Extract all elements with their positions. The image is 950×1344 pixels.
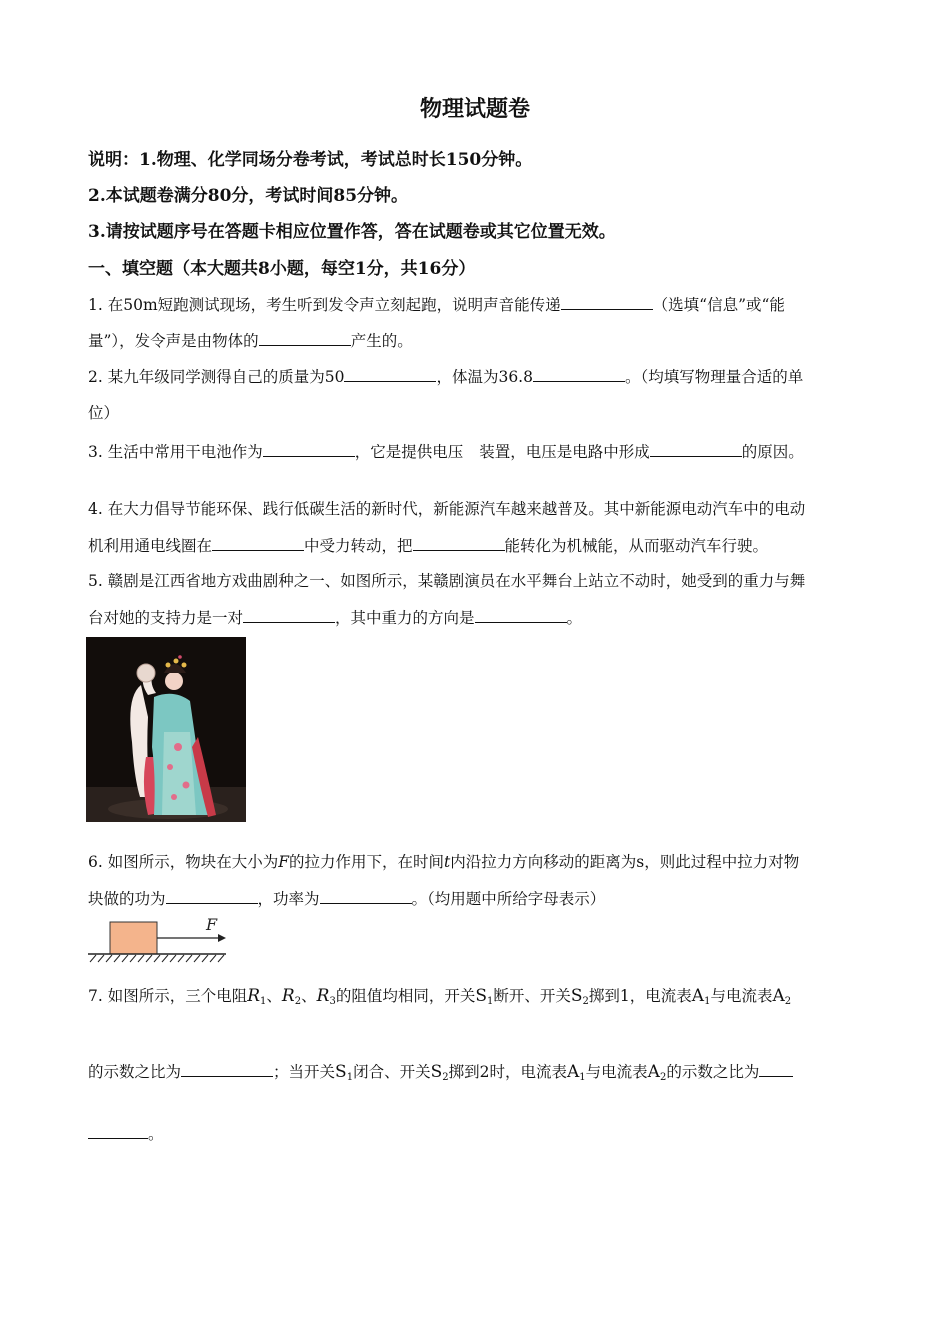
q6-text-a1: 6. 如图所示，物块在大小为 [88,853,279,871]
subscript: 2 [784,996,792,1007]
resistor-r3-symbol: R [316,986,330,1006]
q1-text-c: 量”），发令声是由物体的 [88,332,259,350]
q2-text-b: ，体温为36.8 [436,368,533,386]
question-1-line-2 [88,329,413,351]
q7-text-a: 7. 如图所示，三个电阻 [88,987,248,1005]
question-6-line-1 [88,850,799,872]
subscript: 3 [329,996,336,1007]
time-symbol: t [444,853,451,871]
question-5-line-2 [88,606,582,628]
block-force-figure [86,912,236,967]
q7-text-c: 断开、开关 [493,987,571,1005]
question-2-line-1 [88,365,803,387]
q5-text-b: 台对她的支持力是一对 [88,609,244,627]
subscript: 1 [486,996,494,1007]
subscript: 1 [704,996,711,1007]
subscript: 2 [442,1072,449,1083]
q1-text-a: 1. 在50m短跑测试现场，考生听到发令声立刻起跑，说明声音能传递 [88,296,561,314]
question-4-line-1 [88,497,805,519]
answer-blank[interactable] [212,535,304,552]
answer-blank[interactable] [475,607,567,624]
q7-text-d: 掷到1，电流表 [588,987,692,1005]
question-7-line-1 [88,984,791,1007]
page-title: 物理试题卷 [419,96,530,122]
q7-text-e: 与电流表 [710,987,773,1005]
note-2: 2.本试题卷满分80分，考试时间85分钟。 [88,186,409,206]
answer-blank[interactable] [166,888,258,905]
separator: 、 [266,987,282,1005]
force-symbol: F [278,853,289,871]
resistor-r2-symbol: R [281,986,295,1006]
answer-blank[interactable] [344,366,436,383]
q7-text-f: 的示数之比为 [88,1063,182,1081]
ammeter-a2-symbol: A [772,986,785,1006]
answer-blank[interactable] [533,366,625,383]
subscript: 2 [659,1072,667,1083]
question-5-line-1 [88,569,805,591]
q7-text-g: ；当开关 [273,1063,336,1081]
q2-text-d: 位） [88,404,120,422]
answer-blank[interactable] [561,294,653,311]
answer-blank[interactable] [413,535,505,552]
ammeter-a1-symbol: A [566,1062,580,1082]
q4-text-a: 4. 在大力倡导节能环保、践行低碳生活的新时代，新能源汽车越来越普及。其中新能源电动汽车中的电动 [88,500,806,518]
q2-text-a: 2. 某九年级同学测得自己的质量为50 [88,368,345,386]
answer-blank[interactable] [759,1061,793,1078]
question-7-line-2 [88,1060,793,1083]
q6-text-a2: 的拉力作用下，在时间 [288,853,444,871]
separator: 、 [301,987,317,1005]
q5-text-c: ，其中重力的方向是 [335,609,475,627]
question-6-line-2 [88,887,605,909]
q6-text-d: 。（均用题中所给字母表示） [411,890,606,908]
subscript: 2 [582,996,589,1007]
answer-blank[interactable] [88,1123,148,1140]
answer-blank[interactable] [243,607,335,624]
q2-text-c: 。（均填写物理量合适的单 [624,368,804,386]
question-2-line-2 [88,401,119,423]
switch-s2-symbol: S [430,1062,443,1082]
switch-s1-symbol: S [335,1062,347,1082]
section-heading: 一、填空题（本大题共8小题，每空1分，共16分） [88,259,476,279]
block-force-diagram [86,912,236,967]
subscript: 2 [294,996,302,1007]
note-3: 3.请按试题序号在答题卡相应位置作答，答在试题卷或其它位置无效。 [88,222,616,242]
subscript: 1 [260,996,267,1007]
q7-text-j: 与电流表 [585,1063,648,1081]
force-label: F [206,915,218,934]
opera-performer-photo [86,637,246,822]
q1-text-b: （选填“信息”或“能 [652,296,785,314]
ammeter-a2-symbol: A [647,1062,660,1082]
question-4-line-2 [88,534,768,556]
question-1-line-1 [88,293,785,315]
question-7-line-3 [88,1122,164,1144]
question-3 [88,440,804,462]
note-1: 说明：1.物理、化学同场分卷考试，考试总时长150分钟。 [88,150,533,170]
q6-text-b: 块做的功为 [88,890,166,908]
q6-text-a3: 内沿拉力方向移动的距离为s，则此过程中拉力对物 [450,853,800,871]
q5-text-d: 。 [566,609,583,627]
q7-text-i: 掷到2时，电流表 [448,1063,567,1081]
block-shape [110,922,157,954]
q5-text-a: 5. 赣剧是江西省地方戏曲剧种之一、如图所示，某赣剧演员在水平舞台上站立不动时，她受到的重力与舞 [88,572,806,590]
q7-text-k: 的示数之比为 [666,1063,760,1081]
switch-s1-symbol: S [475,986,487,1006]
ammeter-a1-symbol: A [691,986,705,1006]
q1-text-d: 产生的。 [350,332,413,350]
answer-blank[interactable] [320,888,412,905]
q3-text-a: 3. 生活中常用干电池作为 [88,443,263,461]
q7-text-h: 闭合、开关 [353,1063,431,1081]
answer-blank[interactable] [259,330,351,347]
q4-text-d: 能转化为机械能，从而驱动汽车行驶。 [504,537,769,555]
q6-text-c: ，功率为 [257,890,320,908]
opera-performer-illustration [86,637,246,822]
q3-text-d: 的原因。 [741,443,804,461]
answer-blank[interactable] [181,1061,273,1078]
q4-text-c: 中受力转动，把 [304,537,413,555]
switch-s2-symbol: S [570,986,583,1006]
q7-text-end: 。 [148,1125,164,1143]
answer-blank[interactable] [650,441,742,458]
resistor-r1-symbol: R [247,986,261,1006]
subscript: 1 [579,1072,586,1083]
q3-text-c: 装置，电压是电路中形成 [479,443,650,461]
answer-blank[interactable] [263,441,355,458]
q4-text-b: 机利用通电线圈在 [88,537,213,555]
q3-text-b: ，它是提供电压 [354,443,464,461]
subscript: 1 [346,1072,354,1083]
q7-text-b: 的阻值均相同，开关 [335,987,476,1005]
